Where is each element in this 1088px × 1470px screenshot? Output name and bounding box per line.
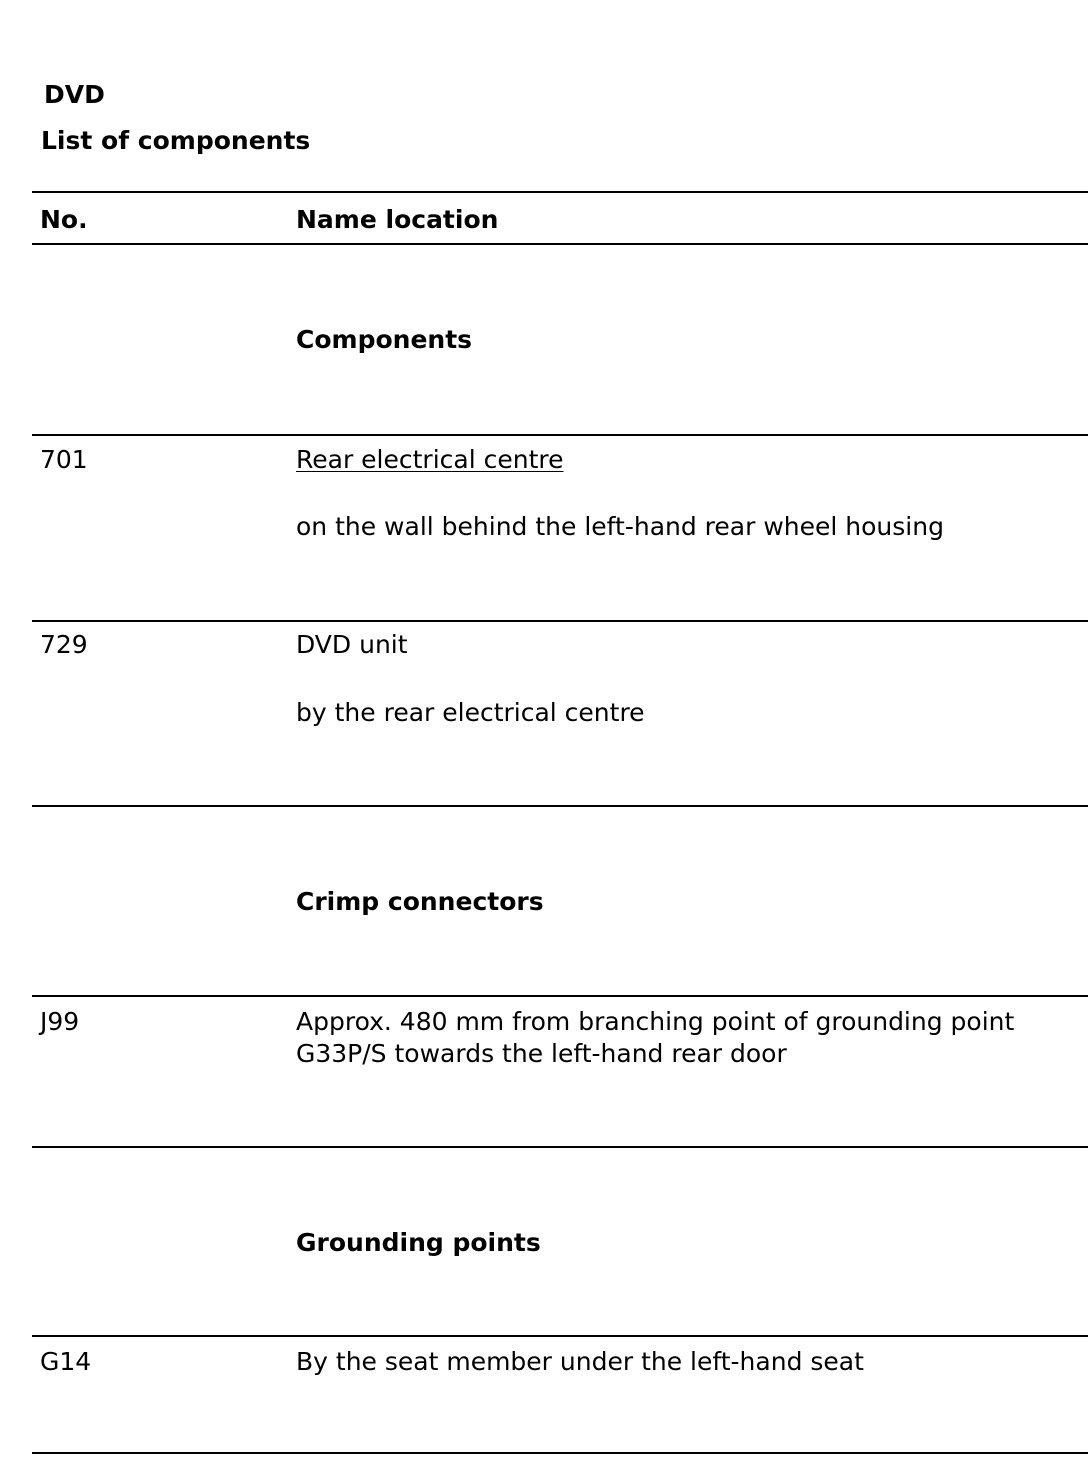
row-divider xyxy=(32,805,1088,807)
document-subtitle: List of components xyxy=(41,126,311,155)
section-heading-components: Components xyxy=(296,325,473,354)
section-heading-grounding-points: Grounding points xyxy=(296,1228,541,1257)
row-divider xyxy=(32,1146,1088,1148)
column-header-no: No. xyxy=(40,205,88,234)
row-g14-location: By the seat member under the left-hand seat xyxy=(296,1347,864,1376)
row-701-location: on the wall behind the left-hand rear wheel housing xyxy=(296,512,944,541)
row-divider xyxy=(32,995,1088,997)
row-701-name-link[interactable]: Rear electrical centre xyxy=(296,445,564,474)
document-title: DVD xyxy=(44,80,105,109)
row-divider xyxy=(32,1335,1088,1337)
row-j99-location-line2: G33P/S towards the left-hand rear door xyxy=(296,1039,787,1068)
row-j99-location-line1: Approx. 480 mm from branching point of grounding point xyxy=(296,1007,1015,1036)
row-divider xyxy=(32,620,1088,622)
section-heading-crimp-connectors: Crimp connectors xyxy=(296,887,544,916)
table-top-rule xyxy=(32,191,1088,193)
column-header-name-location: Name location xyxy=(296,205,499,234)
row-729-location: by the rear electrical centre xyxy=(296,698,645,727)
row-divider xyxy=(32,434,1088,436)
header-bottom-rule xyxy=(32,243,1088,245)
row-729-name: DVD unit xyxy=(296,630,408,659)
row-729-number: 729 xyxy=(40,630,88,659)
row-j99-number: J99 xyxy=(40,1007,80,1036)
table-bottom-rule xyxy=(32,1452,1088,1454)
row-701-number: 701 xyxy=(40,445,88,474)
row-g14-number: G14 xyxy=(40,1347,92,1376)
